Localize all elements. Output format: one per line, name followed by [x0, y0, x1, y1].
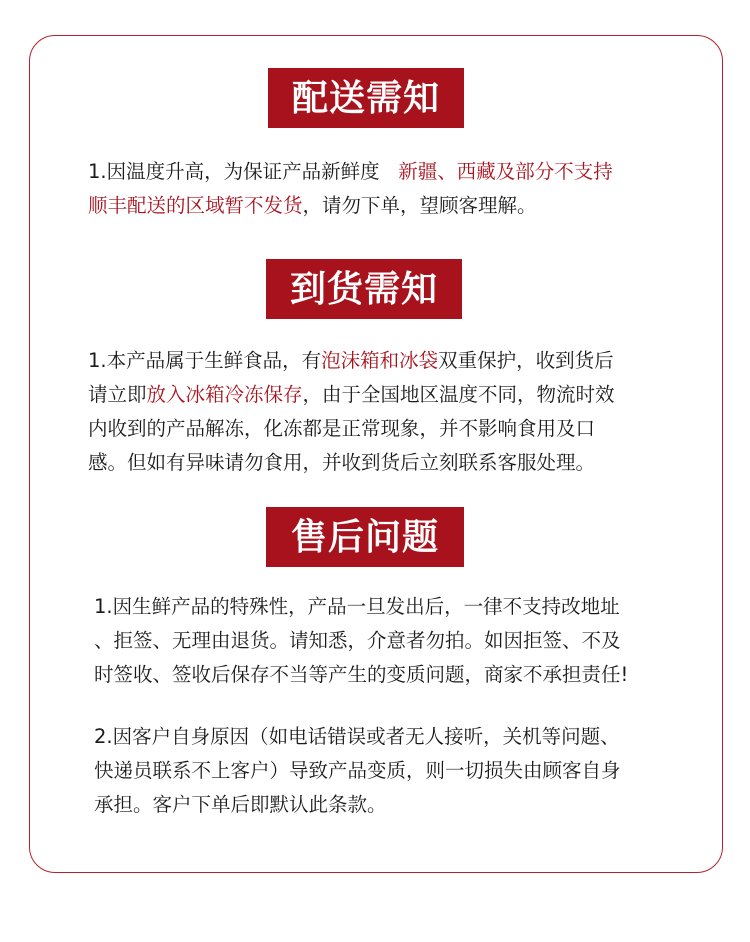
delivery-line-1-highlight: 新疆、西藏及部分不支持 [398, 160, 613, 183]
after-sales-paragraph-1 [94, 590, 628, 692]
after-sales-banner: 售后问题 [266, 507, 464, 567]
after-sales-p1-line-3: 时签收、签收后保存不当等产生的变质问题，商家不承担责任! [94, 663, 629, 686]
delivery-line-2 [88, 189, 613, 223]
arrival-line-4: 感。但如有异味请勿食用，并收到货后立刻联系客服处理。 [88, 451, 596, 474]
arrival-notice-banner: 到货需知 [266, 259, 462, 319]
delivery-line-2-highlight: 顺丰配送的区域暂不发货 [88, 194, 303, 217]
arrival-line-3: 内收到的产品解冻，化冻都是正常现象，并不影响食用及口 [88, 417, 596, 440]
delivery-line-1-normal: 1.因温度升高，为保证产品新鲜度 [88, 160, 380, 183]
after-sales-paragraph-2 [94, 720, 621, 822]
after-sales-p1-line-1: 1.因生鲜产品的特殊性，产品一旦发出后，一律不支持改地址 [94, 595, 620, 618]
arrival-line-2-a: 请立即 [88, 383, 147, 406]
arrival-line-1-a: 1.本产品属于生鲜食品，有 [88, 349, 322, 372]
arrival-notice-text [88, 344, 615, 480]
arrival-line-2 [88, 378, 615, 412]
delivery-notice-banner: 配送需知 [268, 68, 464, 128]
delivery-notice-text [88, 155, 613, 223]
arrival-line-2-highlight: 放入冰箱冷冻保存 [146, 383, 303, 406]
delivery-line-2-normal: ，请勿下单，望顾客理解。 [302, 194, 537, 217]
arrival-line-1 [88, 344, 615, 378]
arrival-line-1-b: 双重保护，收到货后 [438, 349, 614, 372]
arrival-line-2-b: ，由于全国地区温度不同，物流时效 [302, 383, 615, 406]
delivery-line-1 [88, 155, 613, 189]
after-sales-p2-line-1: 2.因客户自身原因（如电话错误或者无人接听，关机等问题、 [94, 725, 620, 748]
arrival-line-1-highlight: 泡沫箱和冰袋 [321, 349, 439, 372]
after-sales-p2-line-2: 快递员联系不上客户）导致产品变质，则一切损失由顾客自身 [94, 759, 621, 782]
after-sales-p2-line-3: 承担。客户下单后即默认此条款。 [94, 793, 387, 816]
after-sales-p1-line-2: 、拒签、无理由退货。请知悉，介意者勿拍。如因拒签、不及 [94, 629, 621, 652]
